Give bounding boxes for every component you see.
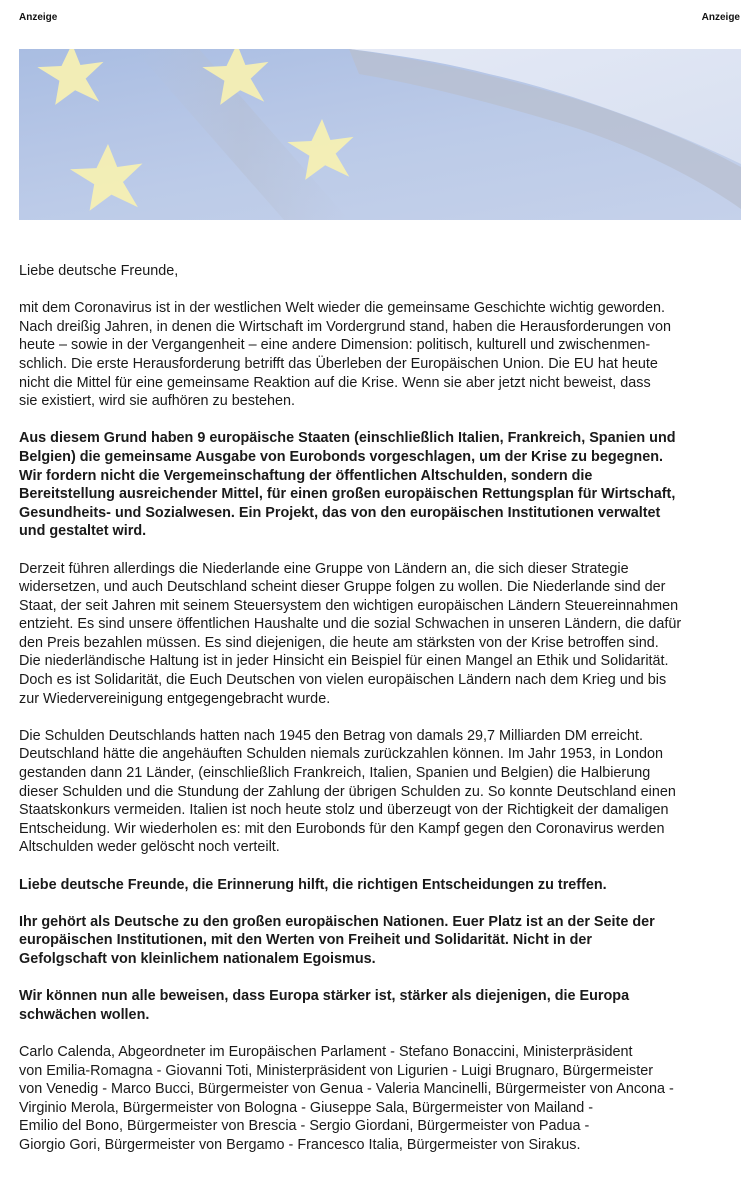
text-line: Carlo Calenda, Abgeordneter im Europäischen Parlament - Stefano Bonaccini, Ministerpräsident	[19, 1043, 633, 1060]
text-line: Doch es ist Solidarität, die Euch Deutschen von vielen europäischen Ländern nach dem Krieg und bis	[19, 672, 667, 689]
text-line: und gestaltet wird.	[19, 523, 147, 540]
text-line: von Emilia-Romagna - Giovanni Toti, Ministerpräsident von Ligurien - Luigi Brugnaro, Bürgermeister	[19, 1062, 654, 1079]
text-line: Staat, der seit Jahren mit seinem Steuersystem den wichtigen europäischen Ländern Steuereinnahmen	[19, 597, 679, 614]
text-line: Aus diesem Grund haben 9 europäische Staaten (einschließlich Italien, Frankreich, Spanien und	[19, 430, 676, 447]
star-icon	[70, 144, 142, 211]
text-line: Gesundheits- und Sozialwesen. Ein Projekt, das von den europäischen Institutionen verwaltet	[19, 504, 661, 521]
text-line: Emilio del Bono, Bürgermeister von Brescia - Sergio Giordani, Bürgermeister von Padua -	[19, 1118, 590, 1135]
bold-paragraph	[19, 876, 741, 895]
text-line: sie existiert, wird sie aufhören zu bestehen.	[19, 393, 295, 410]
text-line: schlich. Die erste Herausforderung betrifft das Überleben der Europäischen Union. Die EU hat heute	[19, 355, 658, 372]
bold-paragraph	[19, 913, 741, 969]
bold-paragraph	[19, 987, 741, 1024]
text-line: Staatskonkurs vermeiden. Italien ist noch heute stolz und überzeugt von der Richtigkeit der damaligen	[19, 802, 669, 819]
text-line: Wir können nun alle beweisen, dass Europa stärker ist, stärker als diejenigen, die Europa	[19, 988, 630, 1005]
text-line: Gefolgschaft von kleinlichem nationalem Egoismus.	[19, 950, 376, 967]
text-line: europäischen Institutionen, mit den Werten von Freiheit und Solidarität. Nicht in der	[19, 932, 593, 949]
text-line: Derzeit führen allerdings die Niederlande eine Gruppe von Ländern an, die sich dieser Strategie	[19, 560, 629, 577]
text-line: Belgien) die gemeinsame Ausgabe von Eurobonds vorgeschlagen, um der Krise zu begegnen.	[19, 448, 663, 465]
text-line: nicht die Mittel für eine gemeinsame Reaktion auf die Krise. Wenn sie aber jetzt nicht beweist, dass	[19, 374, 651, 391]
eu-flag-image	[19, 49, 741, 220]
text-line: Bereitstellung ausreichender Mittel, für einen großen europäischen Rettungsplan für Wirtschaft,	[19, 486, 676, 503]
eu-flag-banner	[19, 49, 741, 220]
text-line: von Venedig - Marco Bucci, Bürgermeister von Genua - Valeria Mancinelli, Bürgermeister von Ancona -	[19, 1081, 674, 1098]
text-line: mit dem Coronavirus ist in der westlichen Welt wieder die gemeinsame Geschichte wichtig geworden.	[19, 300, 665, 317]
bold-paragraph	[19, 429, 741, 541]
text-line: den Preis bezahlen müssen. Es sind diejenigen, die heute am stärksten von der Krise betroffen sind.	[19, 634, 659, 651]
ad-label-left: Anzeige	[19, 12, 58, 23]
text-line: Wir fordern nicht die Vergemeinschaftung der öffentlichen Altschulden, sondern die	[19, 467, 593, 484]
text-line: dieser Schulden und die Stundung der Zahlung der übrigen Schulden zu. So konnte Deutschland einen	[19, 783, 676, 800]
text-line: Liebe deutsche Freunde, die Erinnerung hilft, die richtigen Entscheidungen zu treffen.	[19, 876, 607, 893]
salutation: Liebe deutsche Freunde,	[19, 263, 179, 279]
text-line: Virginio Merola, Bürgermeister von Bologna - Giuseppe Sala, Bürgermeister von Mailand -	[19, 1099, 594, 1116]
letter-body	[19, 262, 741, 1173]
text-line: Entscheidung. Wir wiederholen es: mit den Eurobonds für den Kampf gegen den Coronavirus werden	[19, 820, 665, 837]
paragraph	[19, 299, 741, 411]
paragraph	[19, 560, 741, 709]
text-line: entzieht. Es sind unsere öffentlichen Haushalte und die sozial Schwachen in unseren Ländern, die dafür	[19, 616, 682, 633]
text-line: Die Schulden Deutschlands hatten nach 1945 den Betrag von damals 29,7 Milliarden DM erreicht.	[19, 727, 643, 744]
text-line: Nach dreißig Jahren, in denen die Wirtschaft im Vordergrund stand, haben die Herausforderungen von	[19, 318, 671, 335]
text-line: widersetzen, und auch Deutschland scheint dieser Gruppe folgen zu wollen. Die Niederlande sind der	[19, 579, 666, 596]
text-line: Altschulden weder gelöscht noch verteilt.	[19, 839, 280, 856]
text-line: Ihr gehört als Deutsche zu den großen europäischen Nationen. Euer Platz ist an der Seite der	[19, 913, 655, 930]
text-line: Giorgio Gori, Bürgermeister von Bergamo - Francesco Italia, Bürgermeister von Sirakus.	[19, 1136, 581, 1153]
text-line: Die niederländische Haltung ist in jeder Hinsicht ein Beispiel für einen Mangel an Ethik und Solidarität.	[19, 653, 669, 670]
paragraph	[19, 1043, 741, 1155]
text-line: schwächen wollen.	[19, 1006, 150, 1023]
text-line: zur Wiedervereinigung entgegengebracht wurde.	[19, 690, 331, 707]
text-line: heute – sowie in der Vergangenheit – eine andere Dimension: politisch, kulturell und zwischenmen-	[19, 337, 651, 354]
star-icon	[37, 49, 103, 105]
text-line: Deutschland hätte die angehäuften Schulden niemals zurückzahlen können. Im Jahr 1953, in London	[19, 746, 664, 763]
paragraph	[19, 727, 741, 857]
text-line: gestanden dann 21 Länder, (einschließlich Frankreich, Italien, Spanien und Belgien) die Halbierung	[19, 765, 651, 782]
ad-label-right: Anzeige	[701, 12, 740, 23]
letter-paragraphs	[19, 299, 741, 1154]
